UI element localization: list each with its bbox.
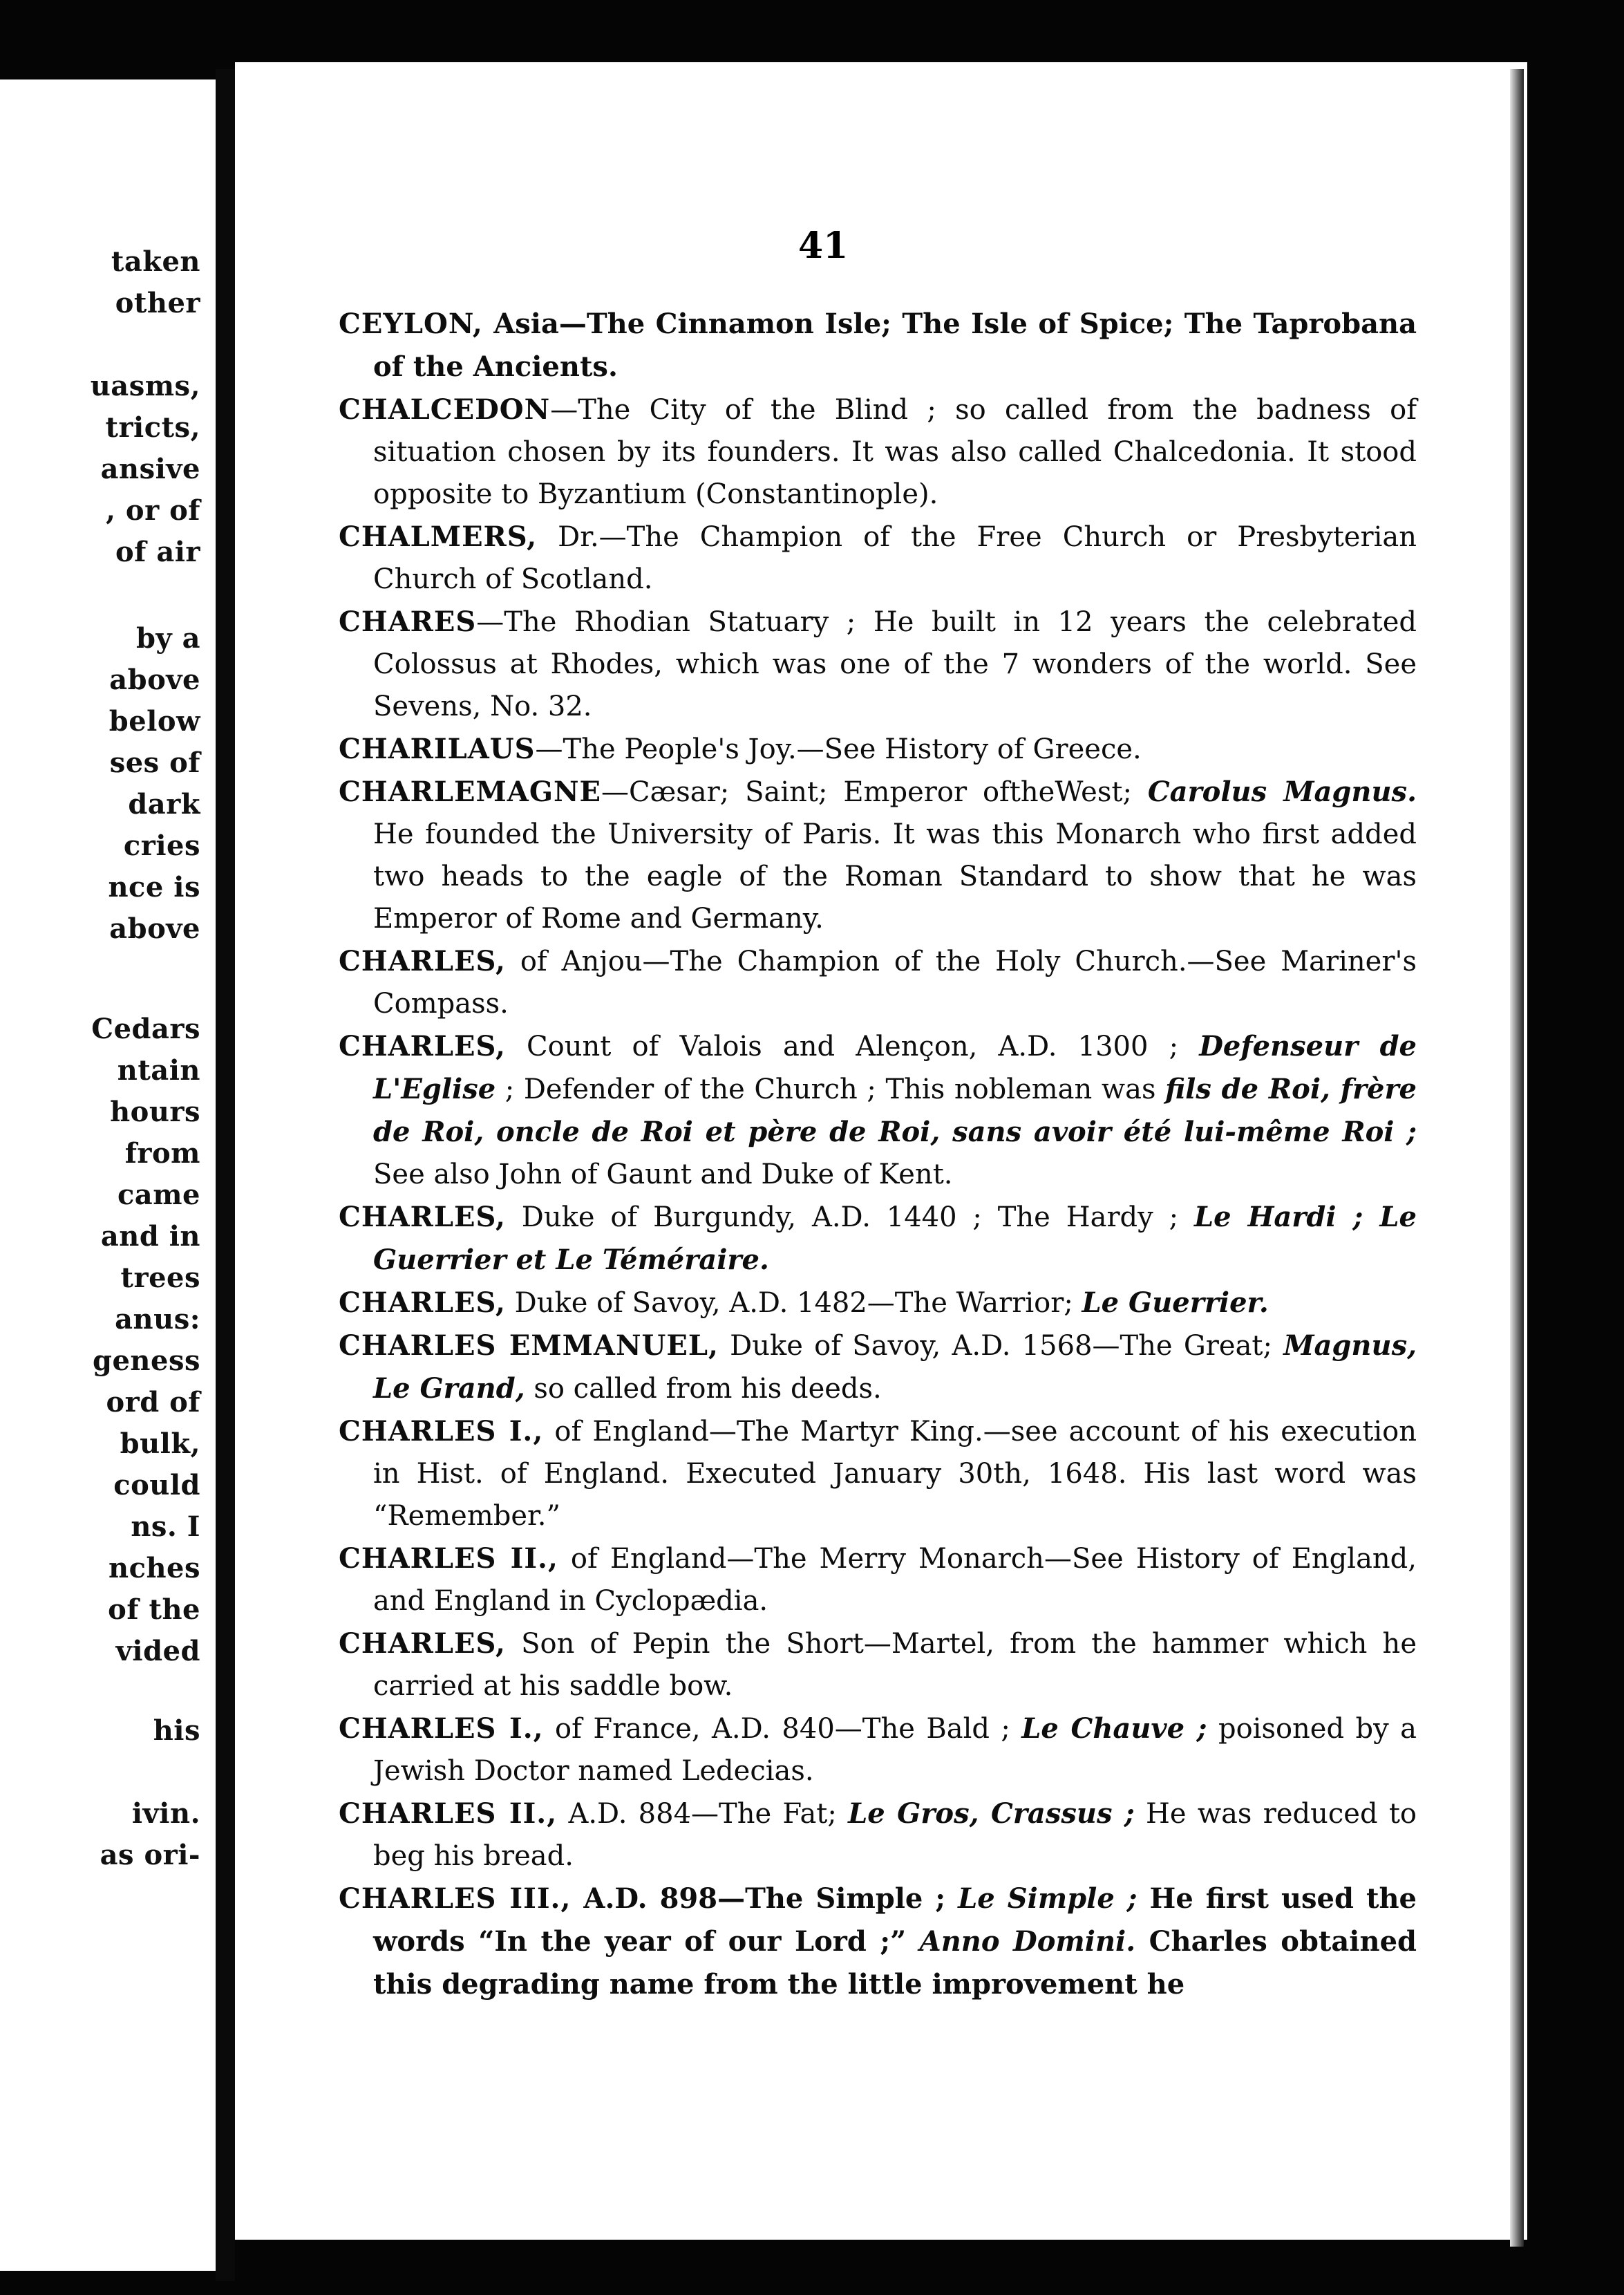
entry-italic-text: Le Gros, Crassus ;: [848, 1797, 1135, 1830]
left-page-word-fragment: from: [124, 1137, 200, 1170]
left-page-word-fragment: could: [113, 1469, 200, 1501]
entry-headword: CHARLES,: [339, 1030, 506, 1062]
left-page-word-fragment: ntain: [117, 1054, 200, 1087]
dictionary-entry: [339, 1196, 1417, 1282]
dictionary-entry: [339, 940, 1417, 1025]
entry-headword: CHARLEMAGNE: [339, 776, 602, 808]
entry-headword: CEYLON,: [339, 308, 483, 340]
entry-text: Duke of Savoy, A.D. 1482—The Warrior;: [505, 1287, 1082, 1319]
dictionary-entries: [339, 303, 1417, 2006]
entry-italic-text: fils de Roi, frère de Roi, oncle de Roi et père de Roi, sans avoir été lui-même Roi ;: [373, 1073, 1417, 1148]
entry-italic-text: Defenseur de L'Eglise: [373, 1030, 1417, 1105]
left-page-word-fragment: of the: [108, 1593, 200, 1626]
entry-text: ; Defender of the Church ; This nobleman was: [495, 1074, 1166, 1105]
dictionary-entry: [339, 1324, 1417, 1410]
entry-headword: CHARLES,: [339, 1627, 506, 1660]
entry-text: of France, A.D. 840—The Bald ;: [543, 1713, 1022, 1745]
page-edge: [1510, 69, 1524, 2247]
entry-headword: CHALCEDON: [339, 393, 551, 426]
entry-text: He founded the University of Paris. It was this Monarch who first added two heads to the eagle of the Roman Standard to show that he was Emperor of Rome and Germany.: [373, 818, 1417, 935]
left-page-word-fragment: as ori-: [100, 1839, 200, 1871]
entry-italic-text: Le Guerrier.: [1082, 1286, 1269, 1319]
left-page-word-fragment: anus:: [115, 1303, 200, 1336]
dictionary-entry: [339, 1410, 1417, 1537]
dictionary-entry: [339, 303, 1417, 388]
left-page-word-fragment: above: [109, 664, 200, 696]
left-page-word-fragment: ord of: [106, 1386, 200, 1418]
dictionary-entry: [339, 1792, 1417, 1877]
entry-text: A.D. 884—The Fat;: [557, 1798, 849, 1830]
dictionary-entry: [339, 1537, 1417, 1622]
left-page-word-fragment: ns. I: [131, 1510, 200, 1543]
entry-headword: CHARLES I.,: [339, 1712, 544, 1745]
dictionary-entry: [339, 1707, 1417, 1792]
left-page-fragment: [0, 79, 216, 2271]
entry-text: A.D. 898—The Simple ;: [571, 1882, 959, 1915]
left-page-word-fragment: geness: [93, 1345, 200, 1377]
dictionary-entry: [339, 1622, 1417, 1707]
entry-italic-text: Le Chauve ;: [1021, 1712, 1207, 1745]
entry-text: Duke of Savoy, A.D. 1568—The Great;: [718, 1330, 1284, 1362]
page-number: 41: [798, 225, 849, 267]
dictionary-entry: [339, 1025, 1417, 1196]
entry-text: —The City of the Blind ; so called from the badness of situation chosen by its founders. It was also called Chalcedonia. It stood opposite to Byzantium (Constantinople).: [373, 394, 1417, 510]
entry-text: He was reduced to beg his bread.: [373, 1798, 1417, 1872]
entry-headword: CHARILAUS: [339, 733, 536, 765]
entry-text: He first used the words “In the year of our Lord ;”: [373, 1882, 1417, 1958]
entry-headword: CHARLES II.,: [339, 1542, 558, 1575]
left-page-word-fragment: taken: [111, 245, 200, 278]
entry-headword: CHARLES,: [339, 945, 506, 977]
entry-text: —Cæsar; Saint; Emperor oftheWest;: [601, 776, 1148, 808]
book-gutter: [216, 69, 235, 2281]
left-page-word-fragment: Cedars: [91, 1013, 200, 1045]
dictionary-entry: [339, 388, 1417, 516]
dictionary-entry: [339, 1282, 1417, 1324]
left-page-word-fragment: of air: [115, 536, 200, 568]
left-page-word-fragment: came: [117, 1179, 200, 1211]
entry-text: of England—The Merry Monarch—See History of England, and England in Cyclopædia.: [373, 1543, 1417, 1617]
left-page-word-fragment: ivin.: [131, 1797, 200, 1830]
entry-text: of England—The Martyr King.—see account of his execution in Hist. of England. Executed January 30th, 1648. His last word was “Remember.”: [373, 1416, 1417, 1532]
left-page-word-fragment: uasms,: [90, 370, 200, 402]
entry-headword: CHARES: [339, 606, 477, 638]
dictionary-entry: [339, 728, 1417, 771]
left-page-word-fragment: nches: [108, 1552, 200, 1584]
entry-text: Dr.—The Champion of the Free Church or Presbyterian Church of Scotland.: [373, 521, 1417, 595]
entry-text: of Anjou—The Champion of the Holy Church.—See Mariner's Compass.: [373, 946, 1417, 1020]
left-page-word-fragment: dark: [128, 788, 200, 821]
entry-text: —The People's Joy.—See History of Greece.: [535, 733, 1142, 765]
entry-headword: CHARLES II.,: [339, 1797, 558, 1830]
entry-text: —The Rhodian Statuary ; He built in 12 years the celebrated Colossus at Rhodes, which was one of the 7 wonders of the world. See Sevens, No. 32.: [373, 606, 1417, 722]
entry-text: Son of Pepin the Short—Martel, from the hammer which he carried at his saddle bow.: [373, 1628, 1417, 1702]
entry-italic-text: Le Hardi ; Le Guerrier et Le Téméraire.: [373, 1201, 1417, 1276]
left-page-word-fragment: trees: [120, 1262, 200, 1294]
entry-headword: CHALMERS,: [339, 521, 538, 553]
left-page-word-fragment: and in: [100, 1220, 200, 1253]
left-page-word-fragment: ses of: [109, 747, 200, 779]
entry-headword: CHARLES,: [339, 1286, 506, 1319]
dictionary-entry: [339, 601, 1417, 728]
entry-text: Asia—The Cinnamon Isle; The Isle of Spice; The Taprobana of the Ancients.: [373, 308, 1417, 383]
left-page-word-fragment: bulk,: [120, 1427, 200, 1460]
dictionary-entry: [339, 516, 1417, 601]
dictionary-entry: [339, 1877, 1417, 2006]
entry-headword: CHARLES EMMANUEL,: [339, 1329, 719, 1362]
entry-text: Count of Valois and Alençon, A.D. 1300 ;: [505, 1031, 1200, 1062]
entry-headword: CHARLES III.,: [339, 1882, 572, 1915]
left-page-word-fragment: nce is: [108, 871, 200, 903]
left-page-word-fragment: tricts,: [105, 411, 200, 444]
left-page-word-fragment: , or of: [106, 494, 200, 527]
entry-italic-text: Magnus, Le Grand,: [373, 1329, 1417, 1405]
entry-text: See also John of Gaunt and Duke of Kent.: [373, 1159, 953, 1190]
right-page: [235, 62, 1527, 2240]
entry-text: so called from his deeds.: [525, 1373, 882, 1405]
entry-text: poisoned by a Jewish Doctor named Ledecias.: [373, 1713, 1417, 1787]
entry-italic-text: Anno Domini.: [919, 1925, 1136, 1958]
left-page-word-fragment: by a: [135, 622, 200, 655]
left-page-word-fragment: vided: [115, 1635, 200, 1667]
left-page-word-fragment: cries: [123, 830, 200, 862]
entry-text: Duke of Burgundy, A.D. 1440 ; The Hardy ;: [505, 1201, 1194, 1233]
entry-italic-text: Carolus Magnus.: [1147, 776, 1417, 808]
dictionary-entry: [339, 771, 1417, 940]
entry-italic-text: Le Simple ;: [958, 1882, 1137, 1915]
entry-headword: CHARLES,: [339, 1201, 506, 1233]
left-page-word-fragment: ansive: [100, 453, 200, 485]
left-page-word-fragment: his: [153, 1714, 200, 1747]
entry-headword: CHARLES I.,: [339, 1415, 544, 1448]
left-page-word-fragment: other: [115, 287, 200, 319]
left-page-word-fragment: below: [108, 705, 200, 738]
entry-text: Charles obtained this degrading name from the little improvement he: [373, 1925, 1417, 2001]
left-page-word-fragment: hours: [110, 1096, 200, 1128]
left-page-word-fragment: above: [109, 912, 200, 945]
